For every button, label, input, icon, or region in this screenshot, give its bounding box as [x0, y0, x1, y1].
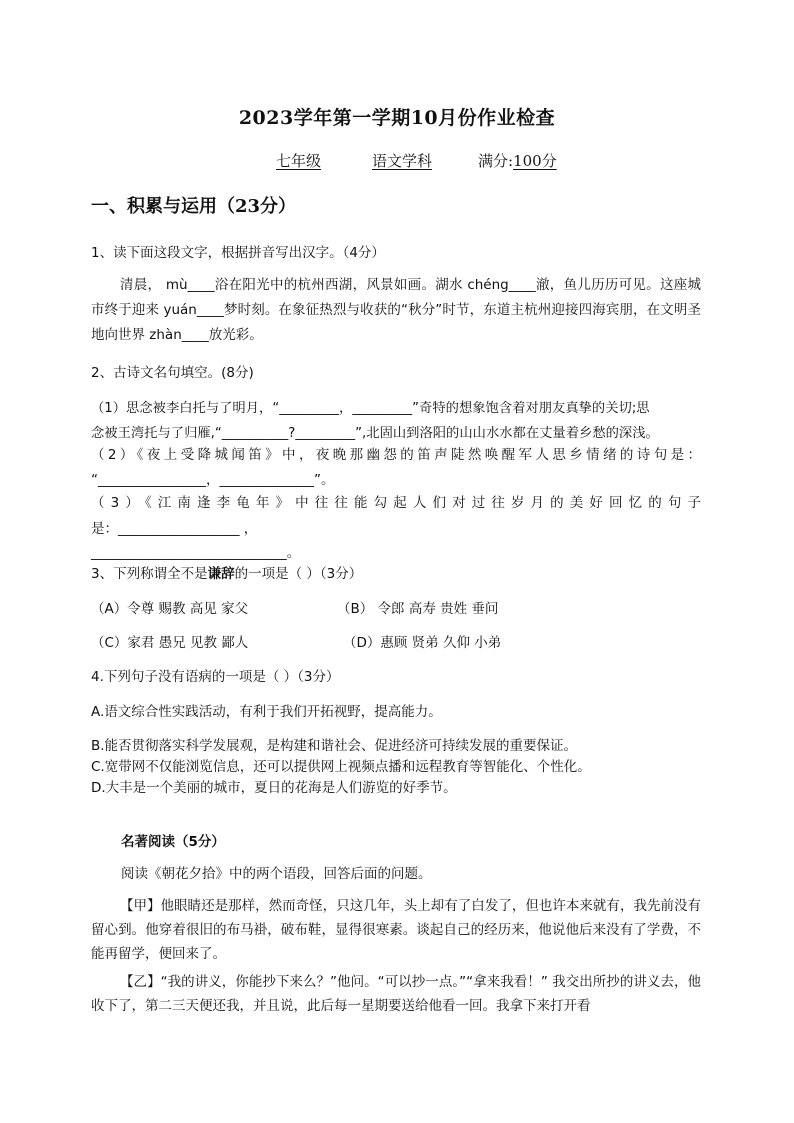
question-2-line-2: 念被王湾托与了归雁,“__________?_________”,北固山到洛阳的山山水水都在丈量着乡愁的深浅。: [91, 426, 659, 441]
question-3-stem-a: 3、下列称谓全不是: [91, 566, 208, 582]
question-3-stem-c: 的一项是（ ）（3分）: [234, 566, 363, 582]
grade-value: 七: [276, 152, 292, 170]
question-4-option-a: A.语文综合性实践活动，有利于我们开拓视野，提高能力。: [91, 704, 442, 720]
question-4-option-d: D.大丰是一个美丽的城市，夏日的花海是人们游览的好季节。: [91, 780, 457, 796]
question-2-line-5: （3）《江南逢李龟年》中往往能勾起人们对过往岁月的美好回忆的句子: [91, 495, 701, 511]
score-label: 满分:: [478, 152, 514, 170]
question-3-option-c: （C）家君 愚兄 见教 鄙人: [91, 635, 249, 651]
score-field: [478, 150, 557, 171]
reading-passage-yi: 【乙】“我的讲义，你能抄下来么？”他问。“可以抄一点。”“拿来我看！” 我交出所抄的讲义去，他收下了，第二三天便还我，并且说，此后每一星期要送给他看一回。我拿下来打开看: [91, 974, 701, 1014]
question-2-line-7: _____________________________。: [91, 545, 301, 561]
reading-passage-jia: 【甲】他眼睛还是那样，然而奇怪，只这几年，头上却有了白发了，但也许本来就有，我先前没有留心到。他穿着很旧的布马褂，破布鞋，显得很寒素。谈起自己的经历来，他说他后来没有了学费，不能再留学，便回来了。: [91, 898, 701, 962]
question-3-option-d: （D）惠顾 贤弟 久仰 小弟: [343, 635, 502, 651]
question-3-option-b: （B） 令郎 高寿 贵姓 垂问: [337, 601, 499, 617]
grade-suffix: 年级: [291, 152, 322, 170]
question-1-text: 清晨， mù____浴在阳光中的杭州西湖，风景如画。湖水 chéng____澈，鱼儿历历可见。这座城市终于迎来 yuán____梦时刻。在象征热烈与收获的“秋分”时节，东道主杭州迎接四海宾朋，在文明圣地向世界 zhàn____放光彩。: [91, 277, 701, 343]
question-2-stem: 2、古诗文名句填空。(8分): [91, 365, 254, 381]
question-2-line-1: （1）思念被李白托与了明月，“_________，_________”奇特的想象饱含着对朋友真挚的关切;思: [91, 401, 650, 416]
subject-value: 语文学科: [372, 152, 433, 170]
score-value: 100分: [513, 152, 557, 170]
question-3-option-a: （A）令尊 赐教 高见 家父: [91, 601, 249, 617]
question-4-option-b: B.能否贯彻落实科学发展观，是构建和谐社会、促进经济可持续发展的重要保证。: [91, 738, 578, 754]
question-3-stem: [91, 562, 362, 582]
question-2-line-6: 是：__________________ ，: [91, 521, 258, 537]
subject-field: [372, 150, 432, 171]
question-2-line-3: （2）《夜上受降城闻笛》中，夜晚那幽怨的笛声陡然唤醒军人思乡情绪的诗句是：: [91, 447, 701, 463]
grade-field: [276, 150, 321, 171]
question-4-stem: 4.下列句子没有语病的一项是（ ）（3分）: [91, 669, 340, 685]
reading-intro: 阅读《朝花夕拾》中的两个语段，回答后面的问题。: [121, 866, 432, 882]
page-title: 2023学年第一学期10月份作业检查: [238, 107, 556, 129]
question-1-stem: 1、读下面这段文字，根据拼音写出汉字。（4分）: [91, 245, 385, 261]
question-4-option-c: C.宽带网不仅能浏览信息，还可以提供网上视频点播和远程教育等智能化、个性化。: [91, 759, 591, 775]
question-3-stem-emphasis: 谦辞: [207, 566, 235, 582]
section-heading: 一、积累与运用（23分）: [91, 196, 297, 217]
reading-heading: 名著阅读（5分）: [121, 834, 225, 850]
question-2-line-4: “________________，______________”。: [91, 472, 335, 488]
